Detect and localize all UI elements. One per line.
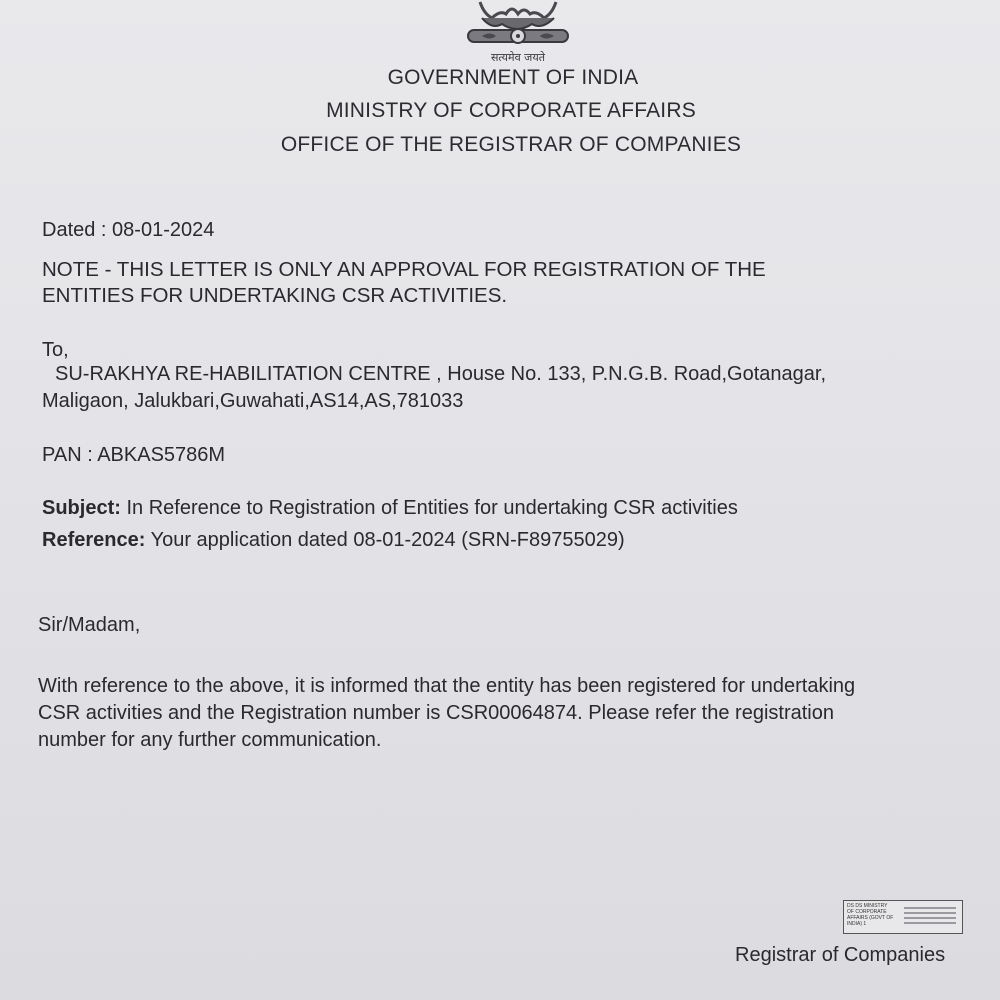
emblem-motto: सत्यमेव जयते: [490, 51, 545, 64]
national-emblem-icon: [462, 0, 572, 50]
recipient-to: To,: [42, 339, 69, 361]
digital-signature-stamp: [843, 900, 963, 934]
header-office: OFFICE OF THE REGISTRAR OF COMPANIES: [280, 133, 742, 156]
stamp-signature-marks: [904, 907, 956, 929]
note-line-2: ENTITIES FOR UNDERTAKING CSR ACTIVITIES.: [42, 284, 508, 307]
recipient-address-line-2: Maligaon, Jalukbari,Guwahati,AS14,AS,781033: [42, 390, 464, 412]
pan-number: PAN : ABKAS5786M: [42, 444, 226, 466]
signature-title: Registrar of Companies: [735, 944, 946, 966]
salutation: Sir/Madam,: [38, 614, 141, 636]
subject-line: [42, 495, 738, 521]
subject-text: In Reference to Registration of Entities for undertaking CSR activities: [126, 497, 738, 519]
reference-text: Your application dated 08-01-2024 (SRN-F89755029): [150, 529, 625, 551]
reference-line: [42, 527, 625, 553]
note-line-1: NOTE - THIS LETTER IS ONLY AN APPROVAL FOR REGISTRATION OF THE: [42, 258, 766, 281]
body-line-1: With reference to the above, it is informed that the entity has been registered for undertaking: [38, 675, 856, 697]
header-ministry: MINISTRY OF CORPORATE AFFAIRS: [326, 99, 696, 122]
subject-label: Subject:: [42, 497, 121, 519]
recipient-address-line-1: SU-RAKHYA RE-HABILITATION CENTRE , House No. 133, P.N.G.B. Road,Gotanagar,: [55, 363, 827, 385]
header-government: GOVERNMENT OF INDIA: [387, 66, 639, 89]
stamp-text: DS DS MINISTRY OF CORPORATE AFFAIRS (GOVT OF INDIA) 1: [847, 903, 894, 927]
body-line-3: number for any further communication.: [38, 729, 382, 751]
body-line-2: CSR activities and the Registration number is CSR00064874. Please refer the registration: [38, 702, 834, 724]
reference-label: Reference:: [42, 529, 146, 551]
letter-date: Dated : 08-01-2024: [42, 219, 215, 241]
